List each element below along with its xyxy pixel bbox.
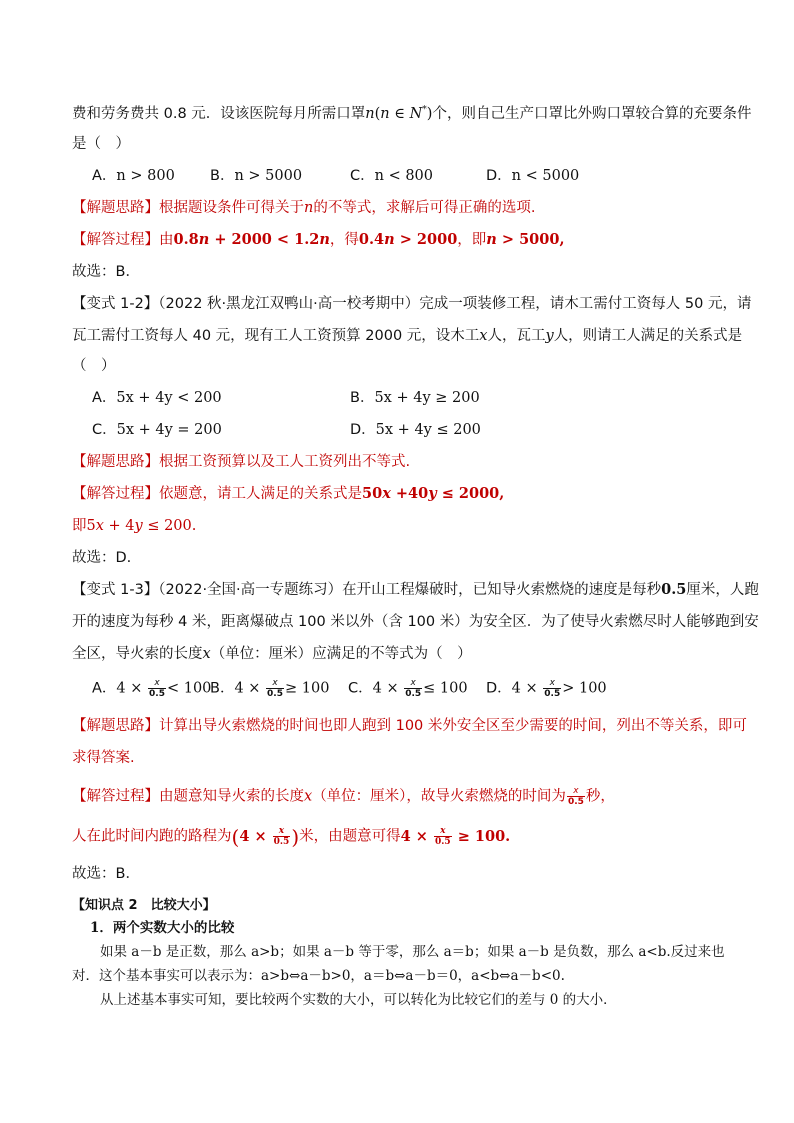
- q3-stem-text-1b: 厘米，人跑: [686, 582, 759, 598]
- q2-stem-line3: （ ）: [72, 358, 116, 374]
- q2-option-d[interactable]: [350, 420, 481, 440]
- q1-stem-line2: 是（ ）: [72, 136, 130, 152]
- q1-option-c[interactable]: [350, 166, 486, 186]
- q3-option-a-label: A．: [92, 680, 117, 697]
- q3-tag: 【变式 1-3】: [72, 582, 159, 598]
- q3-option-b[interactable]: B．4 × $\frac{x}{0.5}$ ≥ 100: [210, 678, 330, 699]
- q3-option-b-expr: ≥ 100: [285, 680, 330, 697]
- q3-option-c[interactable]: C．4 × $\frac{x}{0.5}$ ≤ 100: [348, 678, 468, 699]
- q3-option-a-expr: < 100: [166, 680, 212, 697]
- q3-stem-text-1a: （2022·全国·高一专题练习）在开山工程爆破时，已知导火索燃烧的速度是每秒: [158, 582, 662, 598]
- q3-process-text-b: （单位：厘米），故导火索燃烧的时间为: [312, 788, 566, 805]
- q1-option-d-expr: n < 5000: [511, 168, 580, 184]
- q3-options: [92, 678, 607, 699]
- q1-idea-text-a: 根据题设条件可得关于: [159, 200, 304, 216]
- q2-answer: 故选：D.: [72, 550, 132, 566]
- q3-option-a[interactable]: A．4 × $\frac{x}{0.5}$ < 100: [92, 678, 212, 699]
- kp-paragraph-3: 从上述基本事实可知，要比较两个实数的大小，可以转化为比较它们的差与 0 的大小．: [100, 992, 617, 1008]
- q2-process-line2: 即5x + 4y ≤ 200.: [72, 518, 197, 534]
- q1-option-c-label: C．: [350, 168, 375, 184]
- q3-stem-line1: 【变式 1-3】（2022·全国·高一专题练习）在开山工程爆破时，已知导火索燃烧的速度是每秒0.5厘米，人跑: [72, 581, 759, 598]
- q2-option-a-expr: 5x + 4y < 200: [116, 390, 222, 406]
- q1-option-d[interactable]: [486, 166, 579, 186]
- q1-process-tag: 【解答过程】: [72, 232, 159, 248]
- q2-stem-text-2c: 人，则请工人满足的关系式是: [553, 328, 743, 344]
- q1-option-a-expr: n > 800: [116, 168, 175, 184]
- q1-option-a[interactable]: [92, 166, 210, 186]
- q3-process-text-c: 秒，: [585, 788, 615, 805]
- q1-process-text-a: 由: [159, 232, 174, 248]
- q3-idea-line2: 求得答案.: [72, 750, 135, 766]
- q2-process-text: 依题意，请工人满足的关系式是: [159, 486, 362, 502]
- q1-process-text-b: ，得: [329, 232, 359, 248]
- q3-option-c-label: C．: [348, 680, 373, 697]
- q3-idea-line1: 计算出导火索燃烧的时间也即人跑到 100 米外安全区至少需要的时间，列出不等关系，即可: [159, 718, 747, 734]
- q3-process2-text-b: 米，由题意可得: [299, 828, 401, 845]
- q1-stem-line1: 费和劳务费共 0.8 元．设该医院每月所需口罩n(n ∈ N*)个，则自己生产口罩比外购口罩较合算的充要条件: [72, 105, 752, 122]
- q2-stem-text-2b: 人，瓦工: [487, 328, 546, 344]
- q1-process-text-c: ，即: [457, 232, 487, 248]
- q2-option-b-expr: 5x + 4y ≥ 200: [374, 390, 480, 406]
- q1-var-n: n: [365, 105, 375, 122]
- q2-option-b[interactable]: [350, 388, 480, 408]
- q3-stem-line2: 开的速度为每秒 4 米，距离爆破点 100 米以外（含 100 米）为安全区．为了使导火索燃尽时人能够跑到安: [72, 614, 759, 630]
- q2-stem-text-1: （2022 秋·黑龙江双鸭山·高一校考期中）完成一项装修工程，请木工需付工资每人 50 元，请: [158, 296, 752, 312]
- q1-stem-text-a: 费和劳务费共 0.8 元．设该医院每月所需口罩: [72, 105, 366, 122]
- q1-option-d-label: D．: [486, 168, 512, 184]
- q3-answer: 故选：B．: [72, 866, 140, 882]
- kp-subtitle: 1．两个实数大小的比较: [90, 920, 235, 936]
- q3-process2-text-a: 人在此时间内跑的路程为: [72, 828, 232, 845]
- q3-process-line2: 人在此时间内跑的路程为(4 × $\frac{x}{0.5}$ )米，由题意可得4 × $\frac{x}{0.5}$ ≥ 100.: [72, 824, 511, 849]
- q1-option-c-expr: n < 800: [374, 168, 434, 184]
- q2-process-line2-text: 即: [72, 518, 87, 534]
- q2-option-d-expr: 5x + 4y ≤ 200: [375, 422, 481, 438]
- kp-paragraph-1: 如果 a－b 是正数，那么 a>b；如果 a－b 等于零，那么 a＝b；如果 a－b 是负数，那么 a<b.反过来也: [100, 944, 725, 960]
- q2-idea-tag: 【解题思路】: [72, 454, 159, 470]
- q2-option-c-label: C．: [92, 422, 117, 438]
- q3-option-d-label: D．: [486, 680, 512, 697]
- q3-idea-tag: 【解题思路】: [72, 718, 159, 734]
- q2-tag: 【变式 1-2】: [72, 296, 159, 312]
- q1-option-b-expr: n > 5000: [234, 168, 303, 184]
- q3-stem-text-3b: （单位：厘米）应满足的不等式为（ ）: [210, 646, 472, 662]
- q1-answer: 故选：B．: [72, 264, 140, 280]
- q3-option-d-expr: > 100: [562, 680, 607, 697]
- q3-option-c-expr: ≤ 100: [423, 680, 468, 697]
- q1-idea-tag: 【解题思路】: [72, 200, 159, 216]
- q2-idea-text: 根据工资预算以及工人工资列出不等式.: [159, 454, 411, 470]
- q3-option-d[interactable]: D．4 × $\frac{x}{0.5}$ > 100: [486, 678, 607, 699]
- q3-option-b-label: B．: [210, 680, 235, 697]
- q1-option-b-label: B．: [210, 168, 235, 184]
- q2-option-b-label: B．: [350, 390, 375, 406]
- q1-options: [92, 166, 579, 186]
- q3-process-text-a: 由题意知导火索的长度: [159, 788, 304, 805]
- kp-paragraph-2: 对．这个基本事实可以表示为：a>b⇔a－b>0，a＝b⇔a－b＝0，a<b⇔a－b<0.: [72, 968, 565, 984]
- q2-stem-line2: 瓦工需付工资每人 40 元，现有工人工资预算 2000 元，设木工x人，瓦工y人，则请工人满足的关系式是: [72, 328, 743, 344]
- q1-option-b[interactable]: [210, 166, 350, 186]
- q1-stem-text-b: 个，则自己生产口罩比外购口罩较合算的充要条件: [432, 105, 752, 122]
- q1-idea: 【解题思路】根据题设条件可得关于n的不等式，求解后可得正确的选项.: [72, 200, 536, 216]
- q2-option-d-label: D．: [350, 422, 376, 438]
- q3-process: 【解答过程】由题意知导火索的长度x（单位：厘米），故导火索燃烧的时间为 $\frac{x}{0.5}$ 秒，: [72, 786, 615, 807]
- q2-process: 【解答过程】依题意，请工人满足的关系式是50x +40y ≤ 2000,: [72, 485, 505, 502]
- q2-option-a-label: A．: [92, 390, 117, 406]
- q1-option-a-label: A．: [92, 168, 117, 184]
- q2-process-tag: 【解答过程】: [72, 486, 159, 502]
- q2-option-c-expr: 5x + 4y = 200: [116, 422, 222, 438]
- q1-process: 【解答过程】由0.8n + 2000 < 1.2n，得0.4n > 2000，即n > 5000,: [72, 231, 565, 248]
- q2-stem-line1: [72, 294, 751, 314]
- q2-stem-text-2a: 瓦工需付工资每人 40 元，现有工人工资预算 2000 元，设木工: [72, 328, 480, 344]
- q3-stem-text-3a: 全区，导火索的长度: [72, 646, 203, 662]
- q2-option-c[interactable]: [92, 420, 222, 440]
- q2-option-a[interactable]: [92, 388, 222, 408]
- q2-idea: [72, 452, 410, 472]
- q1-idea-text-b: 的不等式，求解后可得正确的选项.: [313, 200, 536, 216]
- q3-process-tag: 【解答过程】: [72, 788, 159, 805]
- kp-title: 【知识点 2 比较大小】: [72, 898, 216, 913]
- q3-stem-line3: 全区，导火索的长度x（单位：厘米）应满足的不等式为（ ）: [72, 646, 472, 662]
- q3-idea: [72, 716, 747, 736]
